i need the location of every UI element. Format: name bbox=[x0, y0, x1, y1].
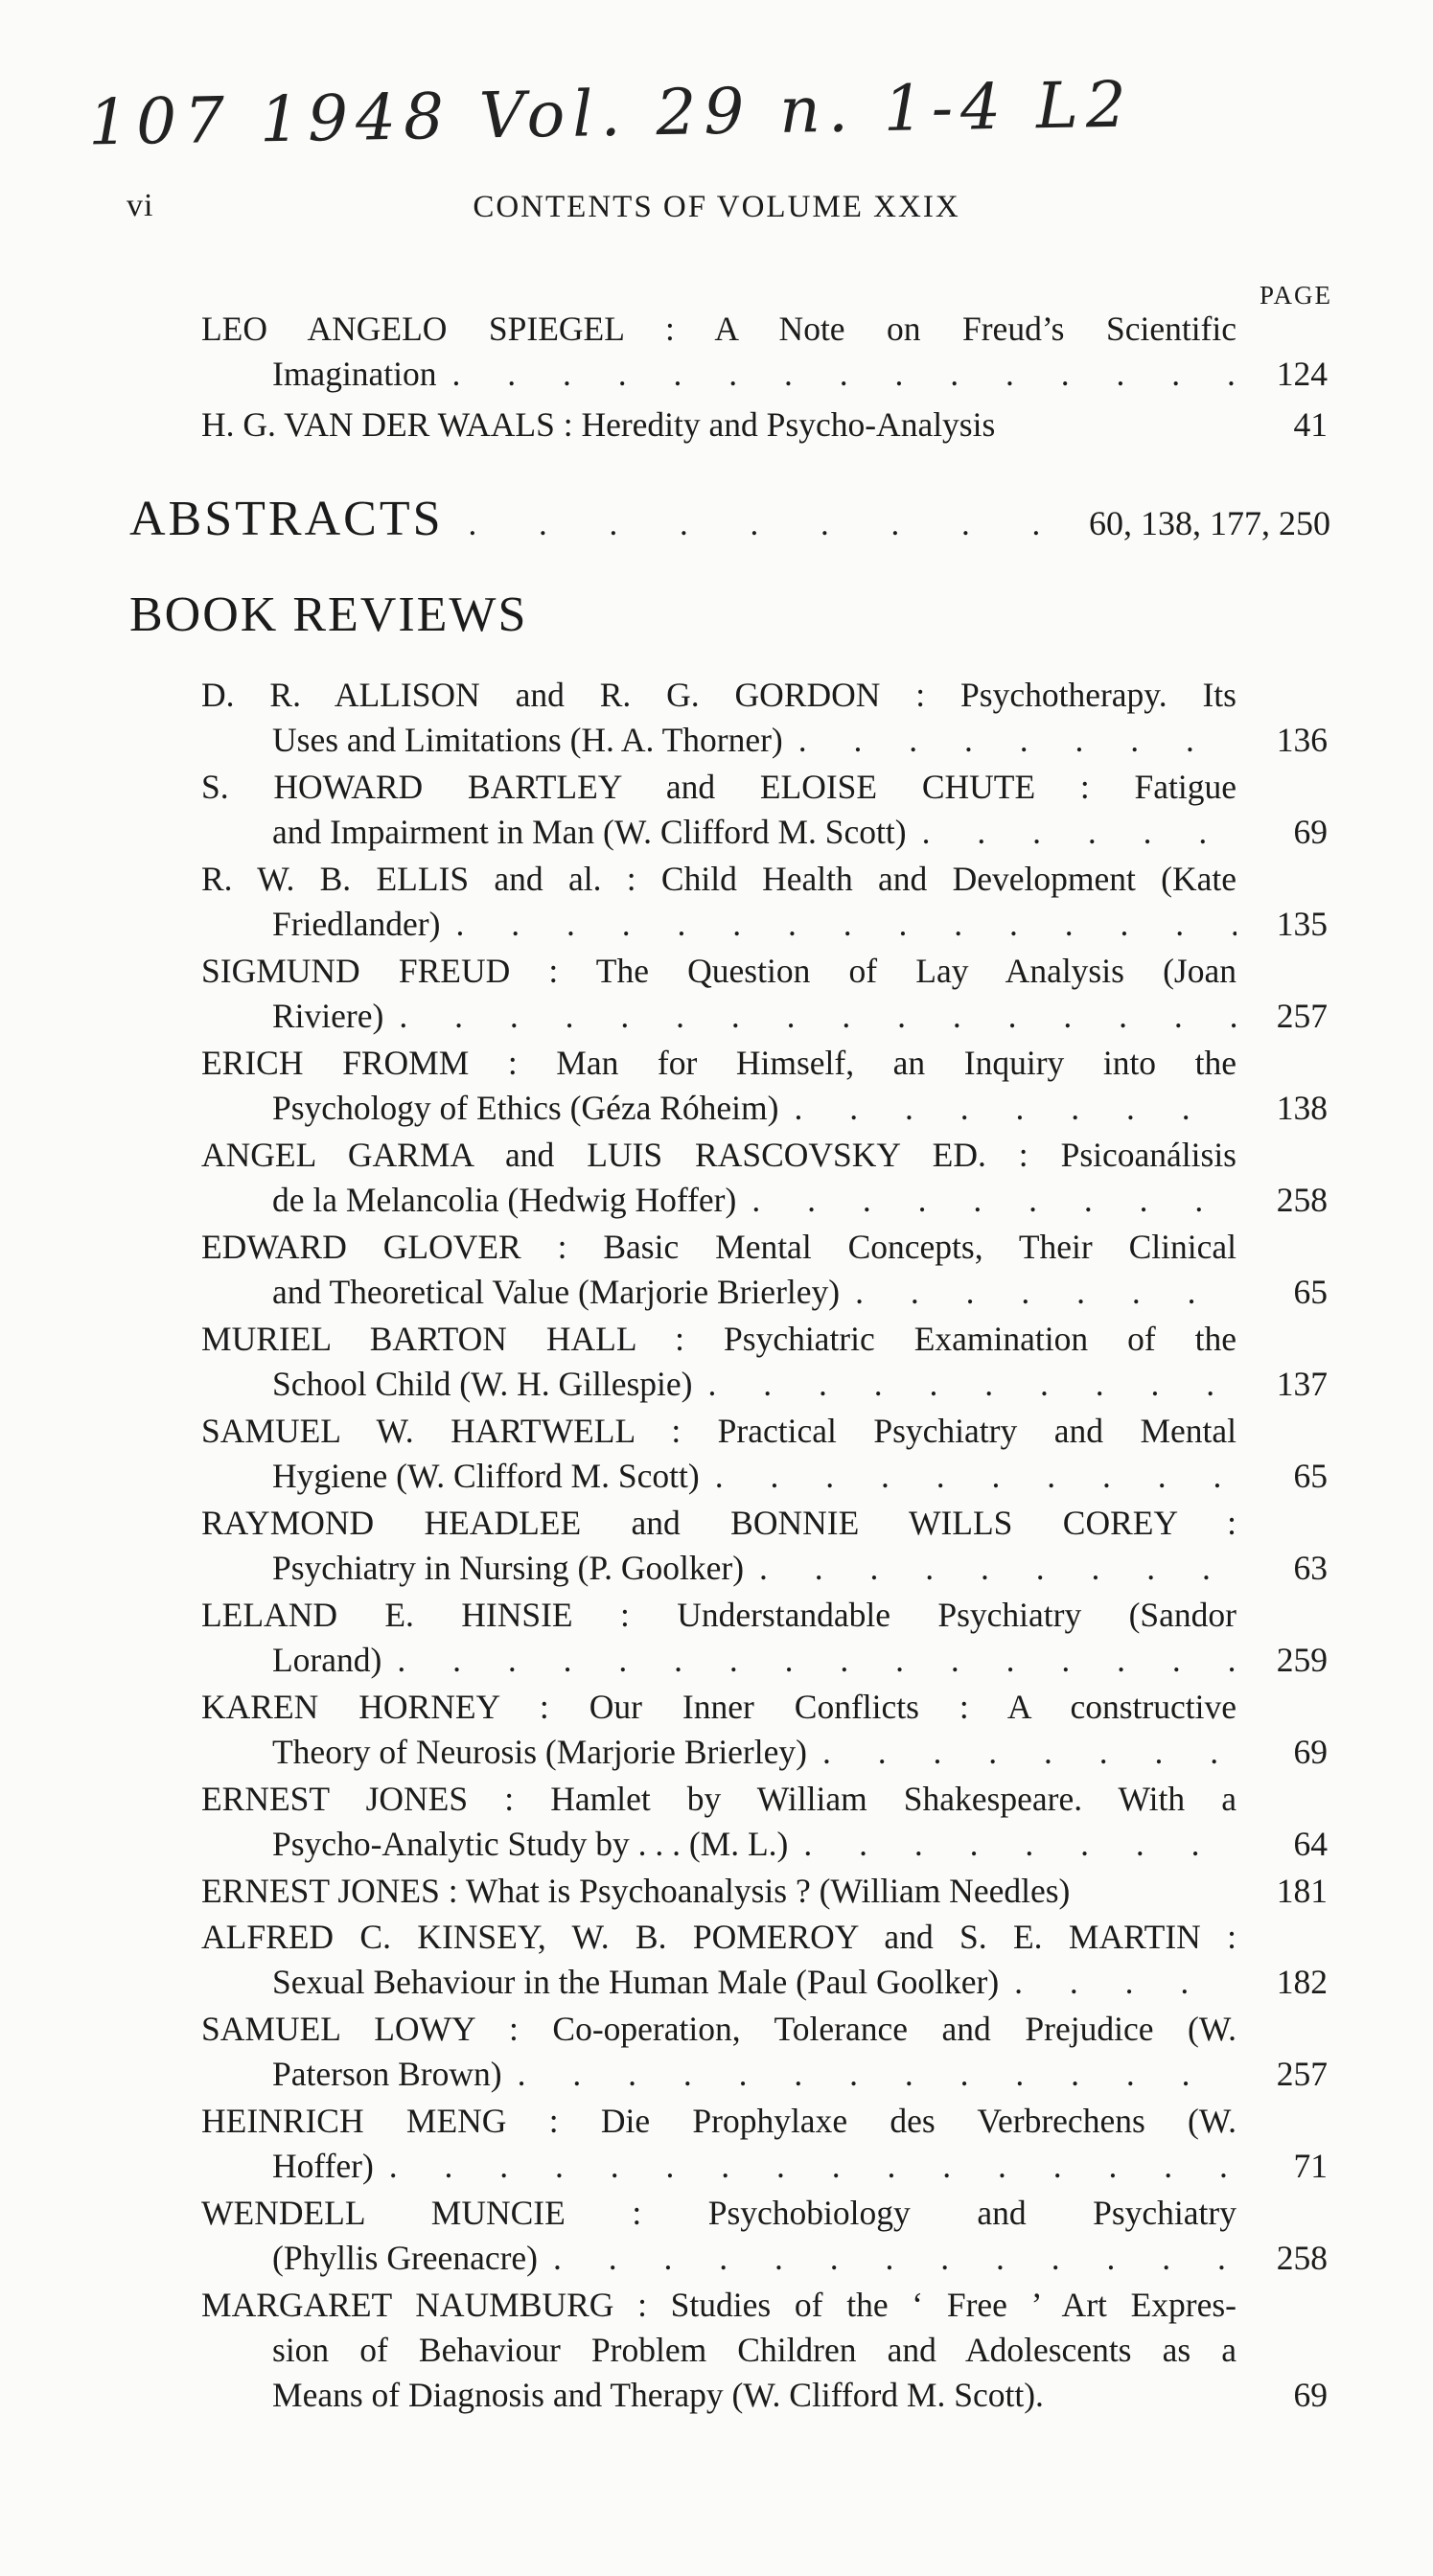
abstracts-pages: 60, 138, 177, 250 bbox=[1089, 504, 1330, 542]
entry-line: ALFRED C. KINSEY, W. B. POMEROY and S. E. MARTIN : bbox=[201, 1918, 1237, 1956]
review-entry bbox=[201, 1041, 1328, 1131]
entry-page-number: 65 bbox=[1293, 1273, 1328, 1311]
entry-line bbox=[201, 1546, 1237, 1591]
review-entry bbox=[201, 1777, 1328, 1867]
entry-page-number: 41 bbox=[1293, 405, 1328, 444]
review-entry bbox=[201, 1685, 1328, 1775]
entry-line: ERNEST JONES : Hamlet by William Shakespeare. With a bbox=[201, 1780, 1237, 1818]
review-entry bbox=[201, 1317, 1328, 1407]
entry-line-text: Hoffer) bbox=[272, 2147, 374, 2185]
dot-leader bbox=[778, 1086, 1237, 1131]
entry-line: D. R. ALLISON and R. G. GORDON : Psychotherapy. Its bbox=[201, 676, 1237, 714]
article-entry bbox=[201, 402, 1328, 448]
dot-leader bbox=[440, 902, 1237, 947]
review-entry bbox=[201, 2283, 1328, 2418]
dot-leader bbox=[744, 1546, 1237, 1591]
entry-line: LELAND E. HINSIE : Understandable Psychiatry (Sandor bbox=[201, 1596, 1237, 1634]
entry-line bbox=[201, 810, 1237, 855]
entry-line-text: Psycho-Analytic Study by . . . (M. L.) bbox=[272, 1825, 789, 1863]
entry-line: HEINRICH MENG : Die Prophylaxe des Verbrechens (W. bbox=[201, 2102, 1237, 2140]
entry-line: SAMUEL W. HARTWELL : Practical Psychiatry and Mental bbox=[201, 1412, 1237, 1450]
entry-line bbox=[201, 2052, 1237, 2097]
entry-line bbox=[201, 2236, 1237, 2281]
entry-page-number: 135 bbox=[1276, 905, 1328, 943]
entry-page-number: 63 bbox=[1293, 1549, 1328, 1587]
entry-line-text: ERNEST JONES : What is Psychoanalysis ? (William Needles) bbox=[201, 1872, 1071, 1910]
entry-line bbox=[201, 1869, 1237, 1914]
entry-line: ANGEL GARMA and LUIS RASCOVSKY ED. : Psicoanálisis bbox=[201, 1136, 1237, 1174]
entry-page-number: 136 bbox=[1276, 721, 1328, 759]
entry-page-number: 259 bbox=[1276, 1641, 1328, 1679]
article-entry bbox=[201, 307, 1328, 397]
dot-leader bbox=[788, 1822, 1237, 1867]
entry-line-text: H. G. VAN DER WAALS : Heredity and Psycho-Analysis bbox=[201, 405, 996, 444]
entry-line-text: School Child (W. H. Gillespie) bbox=[272, 1365, 693, 1403]
review-entry bbox=[201, 1409, 1328, 1499]
dot-leader bbox=[444, 505, 1089, 543]
dot-leader bbox=[907, 810, 1237, 855]
entry-line: MURIEL BARTON HALL : Psychiatric Examination of the bbox=[201, 1320, 1237, 1358]
entry-line-text: Riviere) bbox=[272, 997, 384, 1035]
review-entry bbox=[201, 1593, 1328, 1683]
abstracts-row bbox=[129, 491, 1330, 547]
entry-page-number: 69 bbox=[1293, 813, 1328, 851]
entry-page-number: 257 bbox=[1276, 997, 1328, 1035]
dot-leader bbox=[840, 1270, 1237, 1315]
review-entry bbox=[201, 2099, 1328, 2189]
entry-line bbox=[201, 1638, 1237, 1683]
dot-leader bbox=[437, 352, 1237, 397]
entry-page-number: 181 bbox=[1276, 1872, 1328, 1910]
entry-line bbox=[201, 1270, 1237, 1315]
entry-line bbox=[201, 402, 1237, 448]
dot-leader bbox=[502, 2052, 1237, 2097]
entry-line bbox=[201, 1454, 1237, 1499]
entry-line: EDWARD GLOVER : Basic Mental Concepts, Their Clinical bbox=[201, 1228, 1237, 1266]
entry-line: LEO ANGELO SPIEGEL : A Note on Freud’s Scientific bbox=[201, 310, 1237, 348]
entry-line: S. HOWARD BARTLEY and ELOISE CHUTE : Fatigue bbox=[201, 768, 1237, 806]
entry-line: MARGARET NAUMBURG : Studies of the ‘ Free ’ Art Expres- bbox=[201, 2286, 1237, 2324]
entry-line: KAREN HORNEY : Our Inner Conflicts : A constructive bbox=[201, 1688, 1237, 1726]
entry-line bbox=[201, 1730, 1237, 1775]
entry-line bbox=[201, 1086, 1237, 1131]
abstracts-heading: ABSTRACTS bbox=[129, 492, 444, 546]
entry-line-text: Imagination bbox=[272, 355, 437, 393]
entry-page-number: 137 bbox=[1276, 1365, 1328, 1403]
entry-line bbox=[201, 994, 1237, 1039]
review-entry bbox=[201, 1133, 1328, 1223]
dot-leader bbox=[692, 1362, 1237, 1407]
entry-page-number: 69 bbox=[1293, 1733, 1328, 1771]
entry-line: RAYMOND HEADLEE and BONNIE WILLS COREY : bbox=[201, 1504, 1237, 1542]
entry-line-text: and Impairment in Man (W. Clifford M. Scott) bbox=[272, 813, 907, 851]
review-entry bbox=[201, 2191, 1328, 2281]
entry-line-text: Paterson Brown) bbox=[272, 2055, 502, 2093]
page-column-label: PAGE bbox=[1259, 281, 1332, 310]
entry-line-text: Hygiene (W. Clifford M. Scott) bbox=[272, 1457, 700, 1495]
entry-line: SIGMUND FREUD : The Question of Lay Analysis (Joan bbox=[201, 952, 1237, 990]
review-entry bbox=[201, 673, 1328, 763]
dot-leader bbox=[807, 1730, 1237, 1775]
running-head: CONTENTS OF VOLUME XXIX bbox=[473, 190, 960, 224]
entry-line-text: Uses and Limitations (H. A. Thorner) bbox=[272, 721, 783, 759]
entry-line-text: Psychology of Ethics (Géza Róheim) bbox=[272, 1089, 779, 1127]
book-reviews-heading: BOOK REVIEWS bbox=[129, 587, 528, 642]
entry-line bbox=[201, 1362, 1237, 1407]
review-entry bbox=[201, 949, 1328, 1039]
entry-page-number: 138 bbox=[1276, 1089, 1328, 1127]
page-number: vi bbox=[127, 188, 154, 223]
dot-leader bbox=[736, 1178, 1237, 1223]
entry-line-text: (Phyllis Greenacre) bbox=[272, 2239, 538, 2277]
entry-page-number: 182 bbox=[1276, 1963, 1328, 2001]
entry-page-number: 69 bbox=[1293, 2376, 1328, 2414]
entry-line bbox=[201, 352, 1237, 397]
review-entry bbox=[201, 857, 1328, 947]
entry-line: WENDELL MUNCIE : Psychobiology and Psychiatry bbox=[201, 2194, 1237, 2232]
entry-line: R. W. B. ELLIS and al. : Child Health and Development (Kate bbox=[201, 860, 1237, 898]
entry-line: SAMUEL LOWY : Co-operation, Tolerance and Prejudice (W. bbox=[201, 2010, 1237, 2048]
review-entry bbox=[201, 2007, 1328, 2097]
dot-leader bbox=[383, 994, 1237, 1039]
entry-line-text: Psychiatry in Nursing (P. Goolker) bbox=[272, 1549, 745, 1587]
entry-line-text: Lorand) bbox=[272, 1641, 382, 1679]
review-entry bbox=[201, 765, 1328, 855]
dot-leader bbox=[374, 2144, 1237, 2189]
entry-page-number: 124 bbox=[1276, 355, 1328, 393]
entry-page-number: 258 bbox=[1276, 2239, 1328, 2277]
entry-page-number: 257 bbox=[1276, 2055, 1328, 2093]
dot-leader bbox=[381, 1638, 1237, 1683]
entry-line bbox=[201, 718, 1237, 763]
dot-leader bbox=[700, 1454, 1237, 1499]
review-entry bbox=[201, 1915, 1328, 2005]
entry-line bbox=[201, 2144, 1237, 2189]
entry-page-number: 258 bbox=[1276, 1181, 1328, 1219]
entry-line-text: Theory of Neurosis (Marjorie Brierley) bbox=[272, 1733, 807, 1771]
entry-line-text: Friedlander) bbox=[272, 905, 441, 943]
handwritten-note: 107 1948 Vol. 29 n. 1-4 L2 bbox=[87, 67, 1135, 160]
dot-leader bbox=[999, 1960, 1237, 2005]
entry-line-text: Means of Diagnosis and Therapy (W. Clifford M. Scott). bbox=[272, 2376, 1044, 2414]
entry-line-text: de la Melancolia (Hedwig Hoffer) bbox=[272, 1181, 737, 1219]
entry-line: ERICH FROMM : Man for Himself, an Inquiry into the bbox=[201, 1044, 1237, 1082]
review-entry bbox=[201, 1869, 1328, 1914]
dot-leader bbox=[783, 718, 1237, 763]
entry-line-text: Sexual Behaviour in the Human Male (Paul Goolker) bbox=[272, 1963, 1000, 2001]
entry-page-number: 64 bbox=[1293, 1825, 1328, 1863]
entry-page-number: 71 bbox=[1293, 2147, 1328, 2185]
entry-line bbox=[201, 1960, 1237, 2005]
entry-line-text: and Theoretical Value (Marjorie Brierley) bbox=[272, 1273, 841, 1311]
entry-line: sion of Behaviour Problem Children and Adolescents as a bbox=[272, 2331, 1237, 2369]
entry-line bbox=[201, 1822, 1237, 1867]
entry-line bbox=[201, 2373, 1237, 2418]
review-entry bbox=[201, 1225, 1328, 1315]
review-entry bbox=[201, 1501, 1328, 1591]
entry-line bbox=[201, 902, 1237, 947]
dot-leader bbox=[538, 2236, 1237, 2281]
entry-line bbox=[201, 1178, 1237, 1223]
entry-page-number: 65 bbox=[1293, 1457, 1328, 1495]
